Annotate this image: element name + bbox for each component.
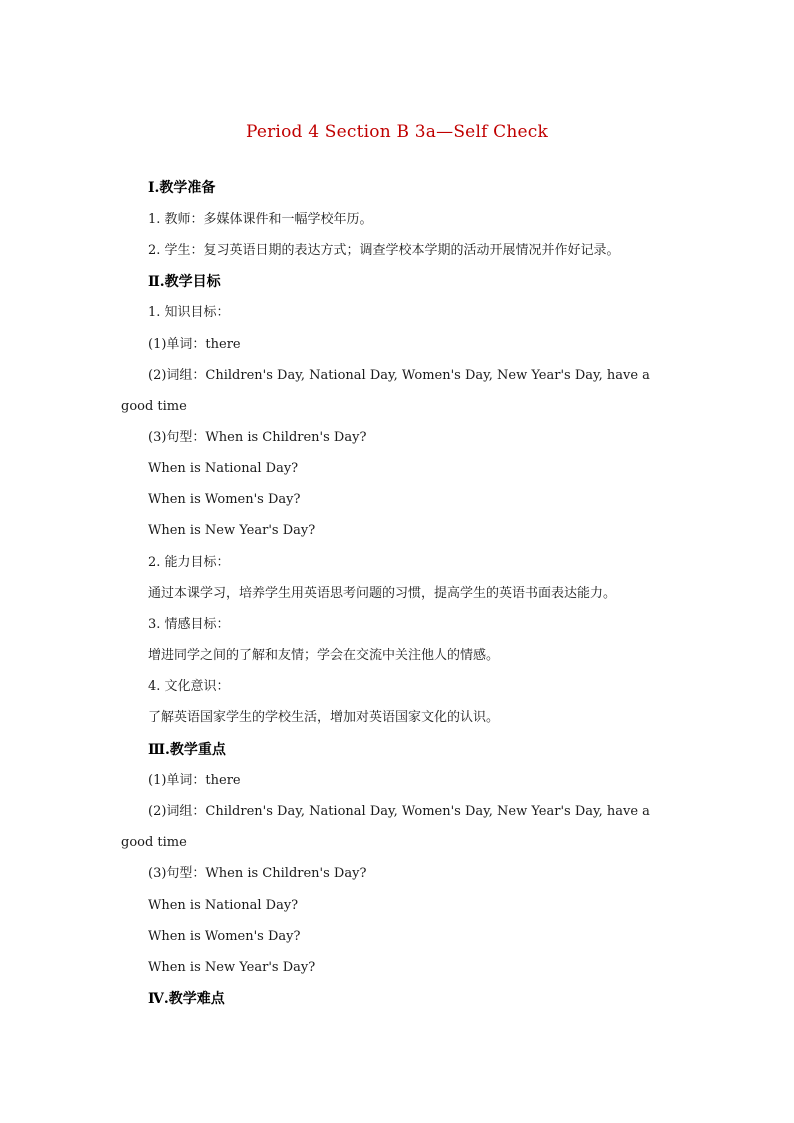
words-line: (1)单词：there bbox=[148, 337, 241, 352]
teacher-prep-line: 1. 教师：多媒体课件和一幅学校年历。 bbox=[148, 212, 373, 227]
ability-objective-label: 2. 能力目标： bbox=[148, 555, 230, 570]
sentence-line: When is New Year's Day? bbox=[148, 960, 316, 975]
document-title: Period 4 Section B 3a—Self Check bbox=[245, 122, 549, 142]
sentence-pattern-line: (3)句型：When is Children's Day? bbox=[148, 866, 367, 881]
knowledge-objective-label: 1. 知识目标： bbox=[148, 305, 230, 320]
sentence-line: When is New Year's Day? bbox=[148, 523, 316, 538]
sentence-pattern-line: (3)句型：When is Children's Day? bbox=[148, 430, 367, 445]
sentence-line: When is National Day? bbox=[148, 898, 299, 913]
ability-objective-text: 通过本课学习，培养学生用英语思考问题的习惯，提高学生的英语书面表达能力。 bbox=[148, 586, 617, 601]
phrases-line-continued: good time bbox=[121, 835, 187, 850]
sentence-line: When is Women's Day? bbox=[148, 492, 301, 507]
culture-objective-text: 了解英语国家学生的学校生活，增加对英语国家文化的认识。 bbox=[148, 710, 500, 725]
phrases-line: (2)词组：Children's Day, National Day, Women's Day, New Year's Day, have a bbox=[148, 804, 650, 819]
emotion-objective-text: 增进同学之间的了解和友情；学会在交流中关注他人的情感。 bbox=[148, 648, 500, 663]
emotion-objective-label: 3. 情感目标： bbox=[148, 617, 230, 632]
phrases-line-continued: good time bbox=[121, 399, 187, 414]
section-heading-preparation: Ⅰ.教学准备 bbox=[148, 180, 216, 196]
words-line: (1)单词：there bbox=[148, 773, 241, 788]
sentence-line: When is Women's Day? bbox=[148, 929, 301, 944]
section-heading-difficulties: Ⅳ.教学难点 bbox=[148, 991, 225, 1007]
section-heading-objectives: Ⅱ.教学目标 bbox=[148, 274, 221, 290]
section-heading-key-points: Ⅲ.教学重点 bbox=[148, 742, 226, 758]
phrases-line: (2)词组：Children's Day, National Day, Women's Day, New Year's Day, have a bbox=[148, 368, 650, 383]
sentence-line: When is National Day? bbox=[148, 461, 299, 476]
student-prep-line: 2. 学生：复习英语日期的表达方式；调查学校本学期的活动开展情况并作好记录。 bbox=[148, 243, 620, 258]
culture-objective-label: 4. 文化意识： bbox=[148, 679, 230, 694]
